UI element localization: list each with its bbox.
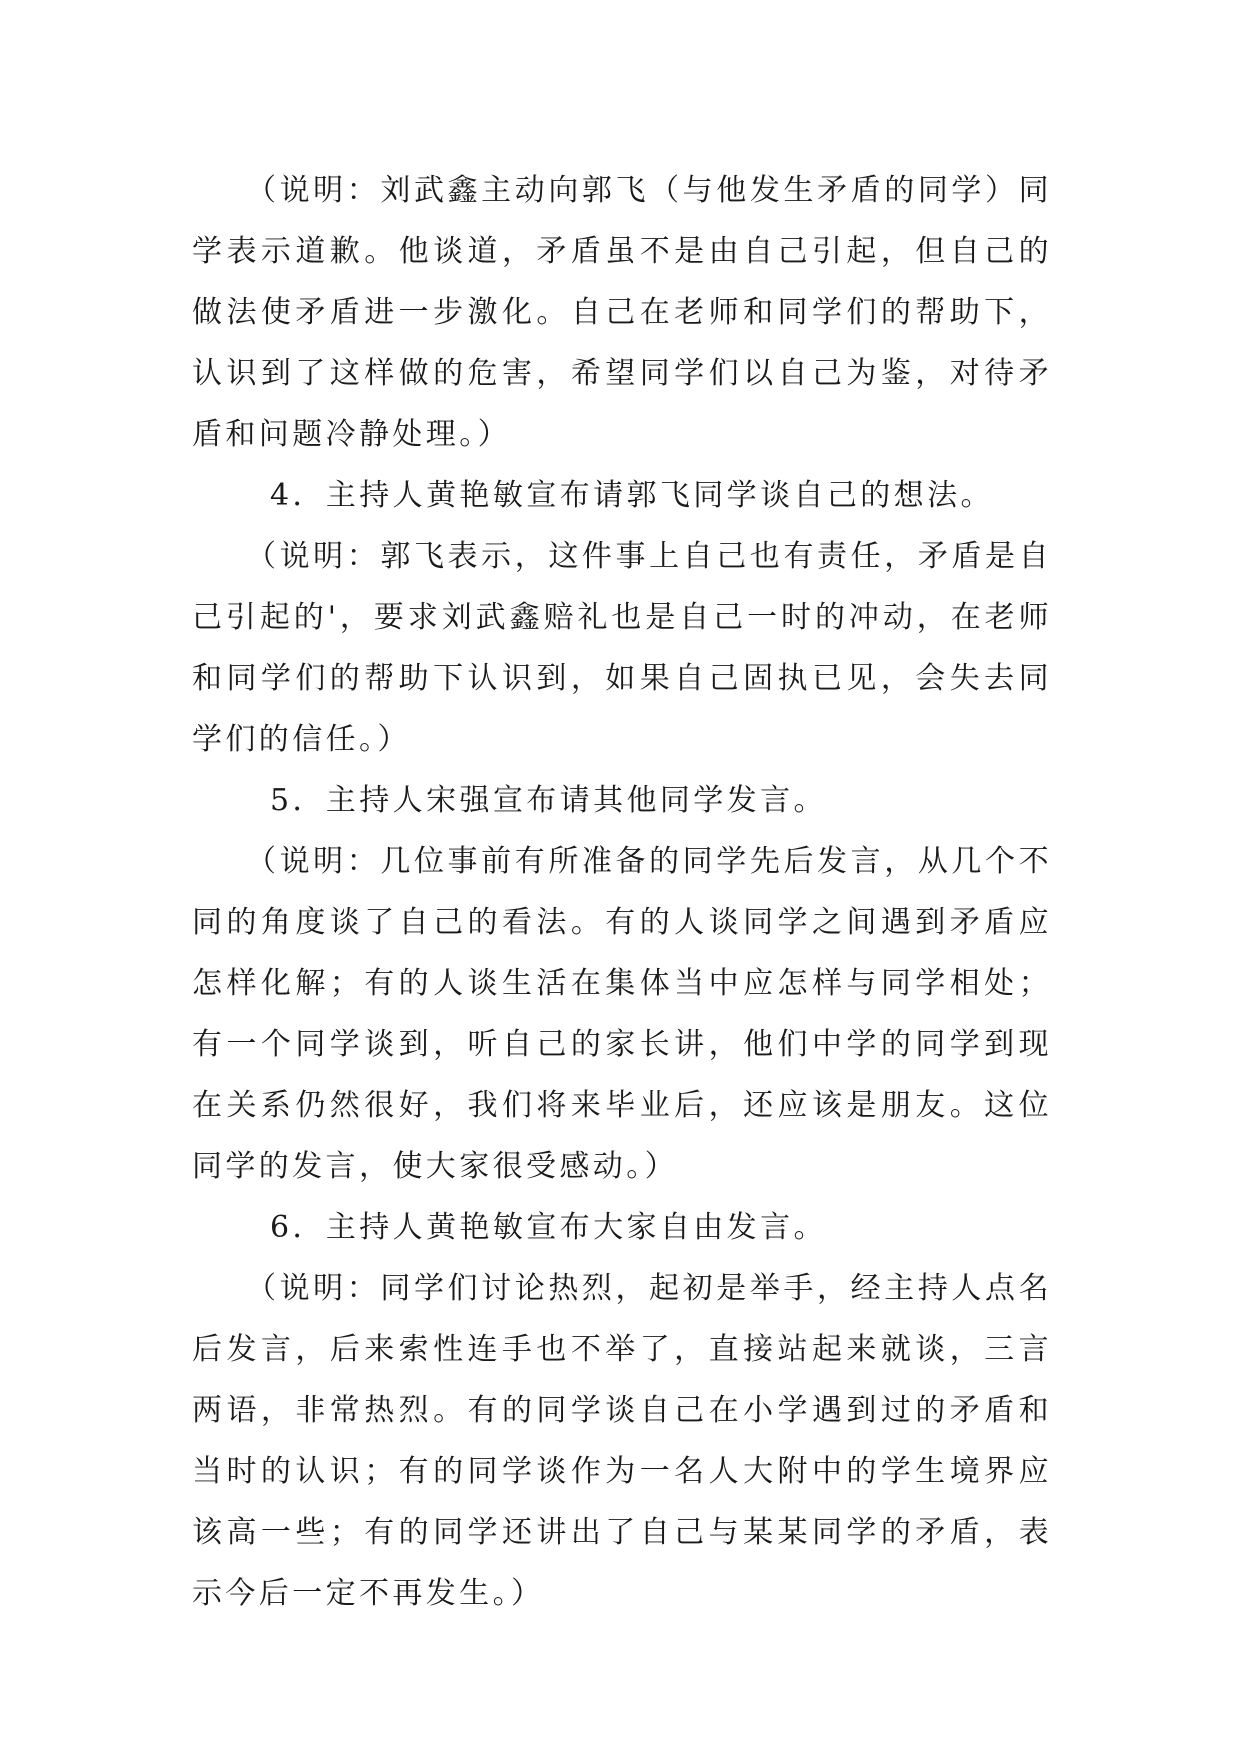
paragraph-step-6: 6．主持人黄艳敏宣布大家自由发言。 <box>270 1210 827 1245</box>
paragraph-note-liu-apology: （说明：刘武鑫主动向郭飞（与他发生矛盾的同学）同学表示道歉。他谈道，矛盾虽不是由自己引起，但自己的做法使矛盾进一步激化。自己在老师和同学们的帮助下，认识到了这样做的危害，希望同学们以自己为鉴，对待矛盾和问题冷静处理。） <box>192 173 1052 452</box>
paragraph-note-free-discussion: （说明：同学们讨论热烈，起初是举手，经主持人点名后发言，后来索性连手也不举了，直接站起来就谈，三言两语，非常热烈。有的同学谈自己在小学遇到过的矛盾和当时的认识；有的同学谈作为一名人大附中的学生境界应该高一些；有的同学还讲出了自己与某某同学的矛盾，表示今后一定不再发生。） <box>192 1271 1052 1611</box>
paragraph-step-5: 5．主持人宋强宣布请其他同学发言。 <box>270 783 827 818</box>
paragraph-note-guo-response: （说明：郭飞表示，这件事上自己也有责任，矛盾是自己引起的'，要求刘武鑫赔礼也是自己一时的冲动，在老师和同学们的帮助下认识到，如果自己固执已见，会失去同学们的信任。） <box>192 539 1052 757</box>
document-body <box>192 160 1052 1624</box>
paragraph-note-other-students: （说明：几位事前有所准备的同学先后发言，从几个不同的角度谈了自己的看法。有的人谈同学之间遇到矛盾应怎样化解；有的人谈生活在集体当中应怎样与同学相处；有一个同学谈到，听自己的家长讲，他们中学的同学到现在关系仍然很好，我们将来毕业后，还应该是朋友。这位同学的发言，使大家很受感动。） <box>192 844 1052 1184</box>
paragraph-step-4: 4．主持人黄艳敏宣布请郭飞同学谈自己的想法。 <box>270 478 994 513</box>
